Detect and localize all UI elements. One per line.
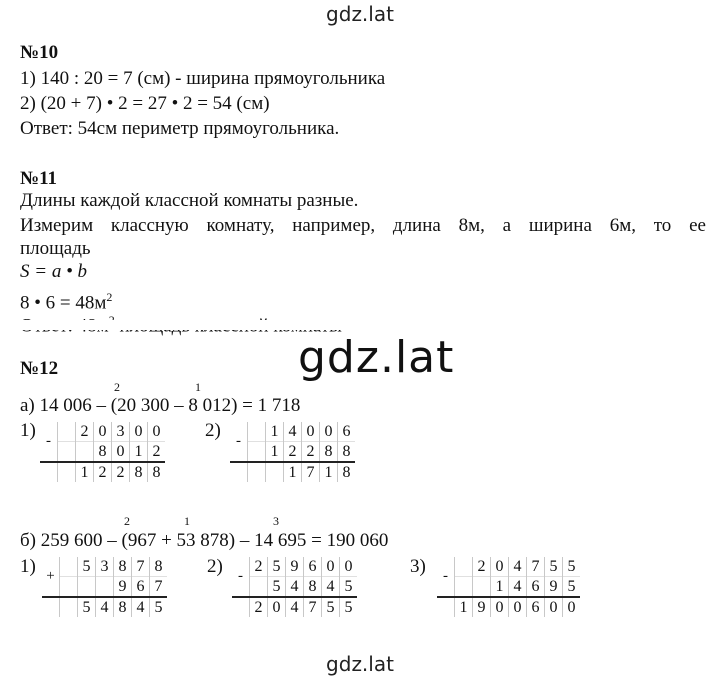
digit: 5 bbox=[78, 557, 96, 577]
digit: 7 bbox=[527, 557, 545, 577]
sign-spacer bbox=[437, 597, 455, 617]
digit bbox=[60, 597, 78, 617]
digit: 5 bbox=[150, 597, 168, 617]
digit bbox=[60, 557, 78, 577]
digit: 1 bbox=[491, 577, 509, 598]
digit: 8 bbox=[114, 557, 132, 577]
word: то bbox=[653, 215, 672, 236]
digit: 1 bbox=[266, 442, 284, 463]
column-calc-a1 bbox=[40, 422, 165, 482]
digit bbox=[250, 577, 268, 598]
digit: 0 bbox=[112, 442, 130, 463]
word: длина bbox=[392, 215, 441, 236]
digit bbox=[473, 577, 491, 598]
digit: 1 bbox=[284, 462, 302, 482]
digit: 0 bbox=[268, 597, 286, 617]
digit: 9 bbox=[114, 577, 132, 598]
digit: 8 bbox=[338, 462, 356, 482]
task11-line-3: площадь bbox=[20, 238, 91, 259]
digit: 8 bbox=[150, 557, 168, 577]
column-calc-b3 bbox=[437, 557, 580, 617]
digit bbox=[266, 462, 284, 482]
digit bbox=[76, 442, 94, 463]
digit: 4 bbox=[509, 577, 527, 598]
digit: 5 bbox=[78, 597, 96, 617]
digit bbox=[455, 557, 473, 577]
watermark-center: gdz.lat bbox=[298, 332, 455, 383]
digit: 5 bbox=[563, 577, 581, 598]
digit: 5 bbox=[340, 597, 358, 617]
digit: 1 bbox=[320, 462, 338, 482]
cropped-edge bbox=[0, 320, 720, 330]
order-mark: 1 bbox=[195, 380, 201, 394]
digit: 4 bbox=[286, 577, 304, 598]
word: а bbox=[502, 215, 512, 236]
digit: 4 bbox=[286, 597, 304, 617]
order-mark: 1 bbox=[184, 514, 190, 528]
digit: 5 bbox=[340, 577, 358, 598]
task11-formula: S = a • b bbox=[20, 261, 87, 282]
digit bbox=[455, 577, 473, 598]
step-label: 2) bbox=[207, 556, 223, 577]
step-label: 2) bbox=[205, 420, 221, 441]
digit: 9 bbox=[286, 557, 304, 577]
digit bbox=[248, 422, 266, 442]
digit: 7 bbox=[302, 462, 320, 482]
digit: 6 bbox=[338, 422, 356, 442]
digit: 2 bbox=[250, 597, 268, 617]
digit: 5 bbox=[268, 577, 286, 598]
digit: 6 bbox=[304, 557, 322, 577]
digit: 1 bbox=[130, 442, 148, 463]
word: ширина bbox=[528, 215, 592, 236]
digit: 4 bbox=[96, 597, 114, 617]
digit: 5 bbox=[268, 557, 286, 577]
word: 8м, bbox=[458, 215, 485, 236]
digit bbox=[96, 577, 114, 598]
digit: 4 bbox=[509, 557, 527, 577]
digit: 1 bbox=[76, 462, 94, 482]
calc-exponent: 2 bbox=[106, 290, 113, 304]
digit: 0 bbox=[340, 557, 358, 577]
sign-spacer bbox=[232, 597, 250, 617]
sign: - bbox=[238, 568, 243, 584]
sign: + bbox=[46, 568, 55, 584]
digit: 2 bbox=[148, 442, 166, 463]
digit: 2 bbox=[112, 462, 130, 482]
digit bbox=[58, 462, 76, 482]
task11-line-1: Длины каждой классной комнаты разные. bbox=[20, 190, 359, 211]
task10-heading: №10 bbox=[20, 42, 59, 63]
digit: 4 bbox=[322, 577, 340, 598]
digit: 8 bbox=[338, 442, 356, 463]
digit: 0 bbox=[130, 422, 148, 442]
word: например, bbox=[292, 215, 376, 236]
digit: 5 bbox=[563, 557, 581, 577]
digit: 5 bbox=[322, 597, 340, 617]
digit: 0 bbox=[509, 597, 527, 617]
digit: 6 bbox=[527, 577, 545, 598]
digit bbox=[60, 577, 78, 598]
digit: 9 bbox=[473, 597, 491, 617]
word: ее bbox=[689, 215, 706, 236]
digit bbox=[78, 577, 96, 598]
digit: 0 bbox=[491, 597, 509, 617]
digit: 8 bbox=[320, 442, 338, 463]
digit: 1 bbox=[455, 597, 473, 617]
digit: 2 bbox=[250, 557, 268, 577]
digit bbox=[58, 422, 76, 442]
column-calc-a2 bbox=[230, 422, 355, 482]
order-mark: 2 bbox=[124, 514, 130, 528]
sign: - bbox=[236, 433, 241, 449]
order-mark: 3 bbox=[273, 514, 279, 528]
digit: 3 bbox=[112, 422, 130, 442]
task10-line-1: 1) 140 : 20 = 7 (см) - ширина прямоугольника bbox=[20, 68, 386, 89]
sign: - bbox=[443, 568, 448, 584]
digit: 8 bbox=[94, 442, 112, 463]
task11-heading: №11 bbox=[20, 168, 58, 189]
word: комнату, bbox=[206, 215, 275, 236]
column-calc-b2 bbox=[232, 557, 357, 617]
digit: 0 bbox=[148, 422, 166, 442]
step-label: 1) bbox=[20, 420, 36, 441]
digit: 6 bbox=[132, 577, 150, 598]
column-calc-b1 bbox=[42, 557, 167, 617]
digit: 6 bbox=[527, 597, 545, 617]
digit: 8 bbox=[130, 462, 148, 482]
digit: 8 bbox=[304, 577, 322, 598]
digit bbox=[248, 442, 266, 463]
task11-line-2 bbox=[20, 215, 706, 237]
digit: 7 bbox=[304, 597, 322, 617]
step-label: 1) bbox=[20, 556, 36, 577]
digit: 2 bbox=[284, 442, 302, 463]
word: 6м, bbox=[609, 215, 636, 236]
digit: 7 bbox=[150, 577, 168, 598]
task12-b-expression: б) 259 600 – (967 + 53 878) – 14 695 = 190 060 bbox=[20, 530, 389, 551]
digit: 8 bbox=[114, 597, 132, 617]
digit: 2 bbox=[94, 462, 112, 482]
digit: 0 bbox=[563, 597, 581, 617]
task10-answer: Ответ: 54см периметр прямоугольника. bbox=[20, 118, 340, 139]
digit: 0 bbox=[545, 597, 563, 617]
sign-spacer bbox=[230, 462, 248, 482]
digit: 0 bbox=[491, 557, 509, 577]
sign: - bbox=[46, 433, 51, 449]
sign-spacer bbox=[40, 462, 58, 482]
digit: 2 bbox=[302, 442, 320, 463]
digit: 0 bbox=[322, 557, 340, 577]
word: классную bbox=[110, 215, 189, 236]
digit: 1 bbox=[266, 422, 284, 442]
task12-heading: №12 bbox=[20, 358, 59, 379]
digit: 7 bbox=[132, 557, 150, 577]
digit: 2 bbox=[76, 422, 94, 442]
digit: 0 bbox=[94, 422, 112, 442]
task10-line-2: 2) (20 + 7) • 2 = 27 • 2 = 54 (см) bbox=[20, 93, 270, 114]
task12-a-expression: а) 14 006 – (20 300 – 8 012) = 1 718 bbox=[20, 395, 301, 416]
digit: 3 bbox=[96, 557, 114, 577]
digit: 4 bbox=[284, 422, 302, 442]
step-label: 3) bbox=[410, 556, 426, 577]
watermark-top: gdz.lat bbox=[326, 2, 394, 26]
word: Измерим bbox=[20, 215, 94, 236]
digit bbox=[58, 442, 76, 463]
digit: 2 bbox=[473, 557, 491, 577]
digit: 0 bbox=[320, 422, 338, 442]
digit: 5 bbox=[545, 557, 563, 577]
calc-base: 8 • 6 = 48м bbox=[20, 292, 107, 314]
sign-spacer bbox=[42, 597, 60, 617]
watermark-bottom: gdz.lat bbox=[326, 652, 394, 676]
digit: 4 bbox=[132, 597, 150, 617]
order-mark: 2 bbox=[114, 380, 120, 394]
digit: 9 bbox=[545, 577, 563, 598]
digit bbox=[248, 462, 266, 482]
digit: 8 bbox=[148, 462, 166, 482]
digit: 0 bbox=[302, 422, 320, 442]
